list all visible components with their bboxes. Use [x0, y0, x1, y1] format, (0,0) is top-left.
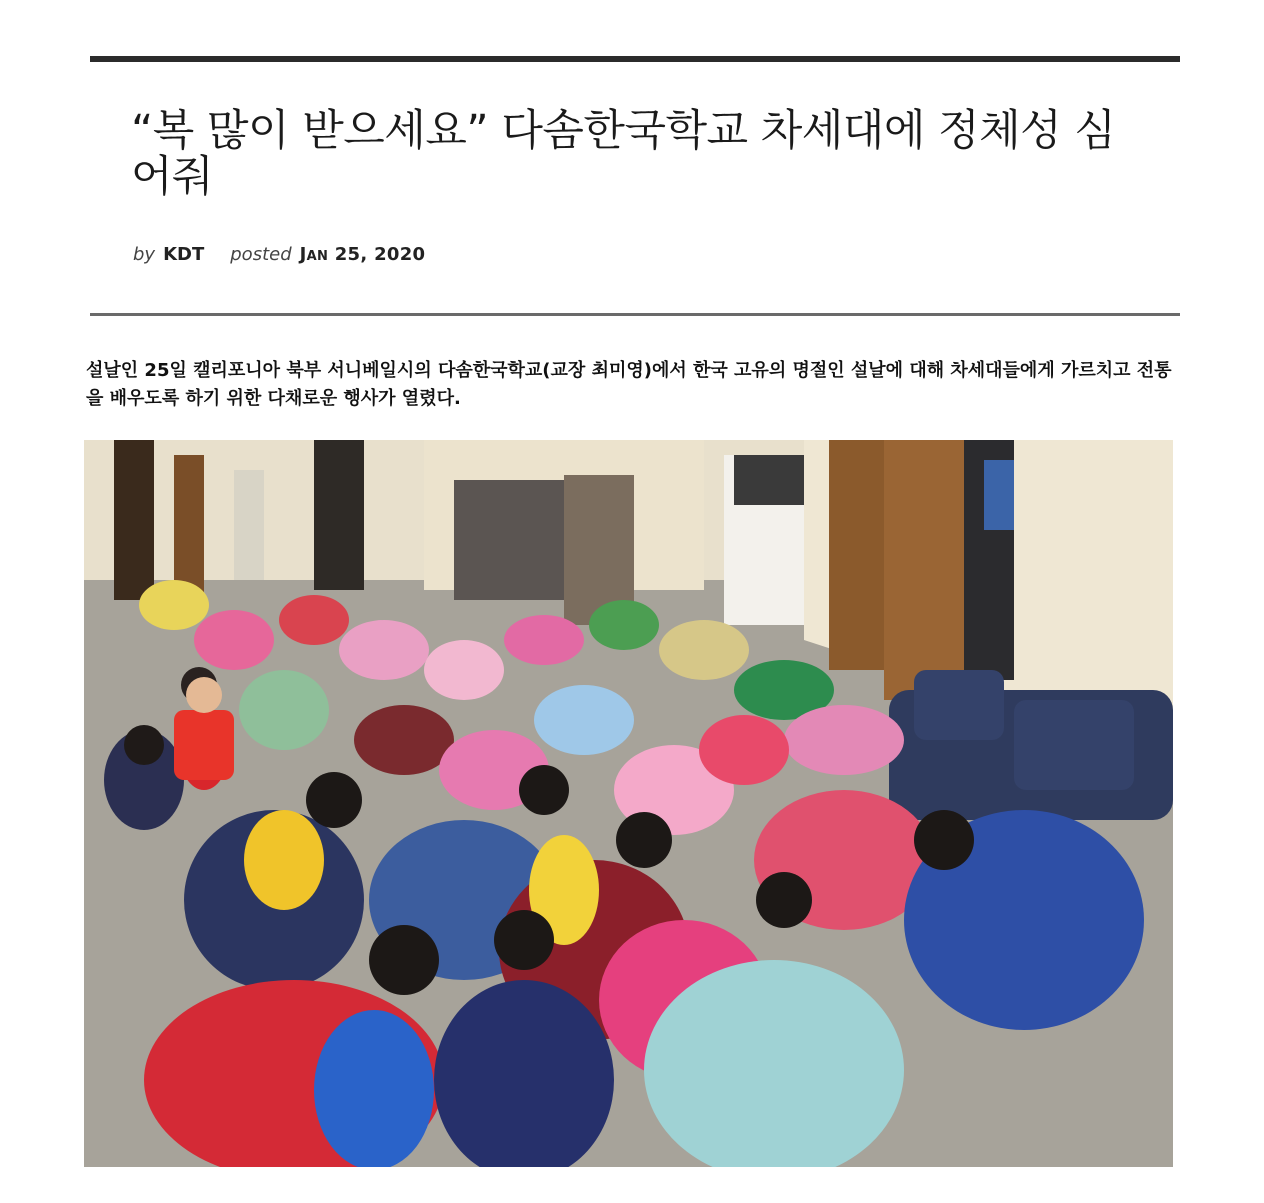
byline: [133, 244, 425, 268]
top-divider: [90, 56, 1180, 62]
post-date: Jan 25, 2020: [299, 244, 426, 265]
photo-illustration: [84, 440, 1173, 1167]
article-lead: 설날인 25일 캘리포니아 북부 서니베일시의 다솜한국학교(교장 최미영)에서 한국 고유의 명절인 설날에 대해 차세대들에게 가르치고 전통을 배우도록 하기 위한 다채로운 행사가 열렸다.: [86, 360, 1172, 409]
by-label: by: [133, 244, 156, 265]
author-link[interactable]: KDT: [163, 244, 205, 265]
article-photo: [84, 440, 1173, 1167]
section-divider: [90, 313, 1180, 316]
posted-label: posted: [230, 244, 292, 265]
article-title: “복 많이 받으세요” 다솜한국학교 차세대에 정체성 심어줘: [131, 106, 1116, 202]
